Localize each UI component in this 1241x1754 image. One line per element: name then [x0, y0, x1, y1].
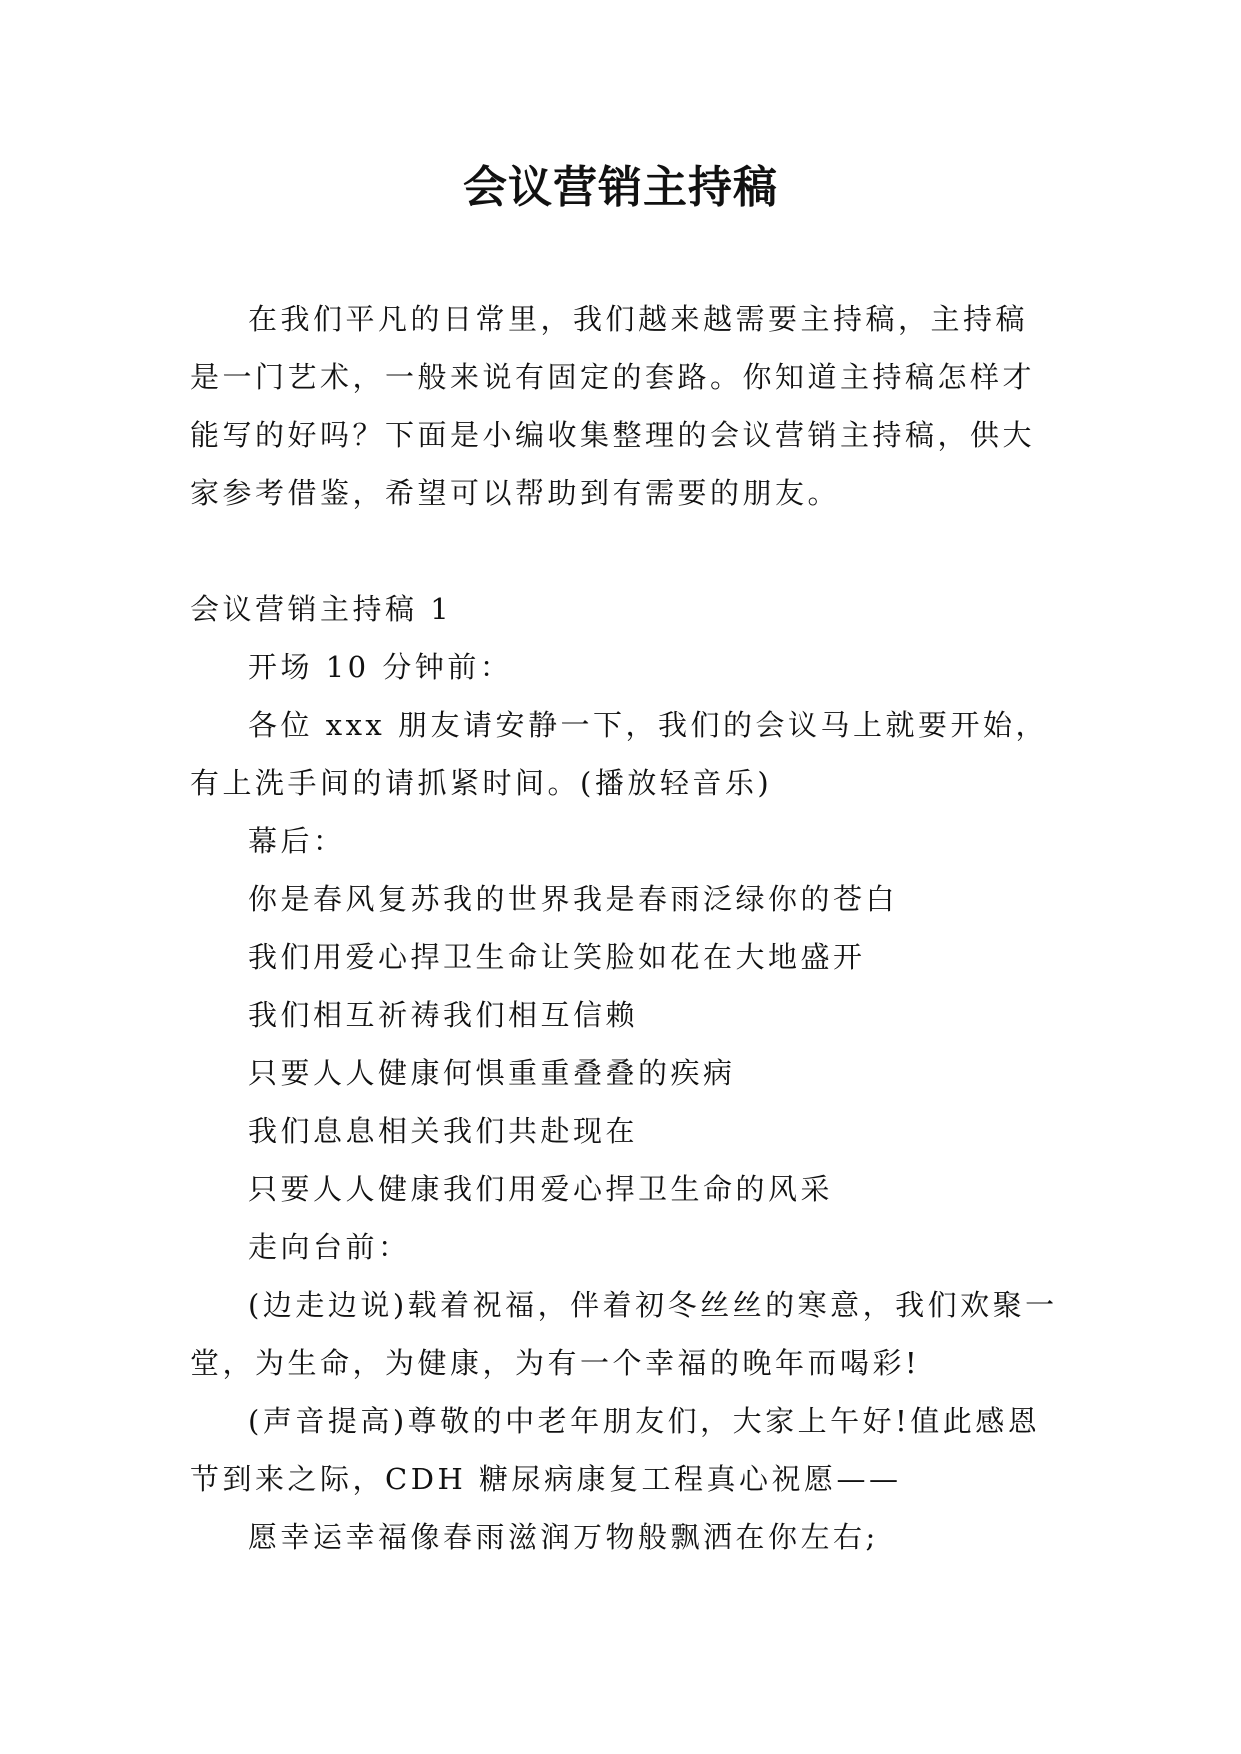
body-paragraph: (边走边说)载着祝福，伴着初冬丝丝的寒意，我们欢聚一堂，为生命，为健康，为有一个幸福的晚年而喝彩! [190, 1288, 1058, 1380]
body-paragraph: 只要人人健康何惧重重叠叠的疾病 [248, 1056, 736, 1090]
paragraph-spacer [190, 522, 1058, 580]
body-paragraph: 走向台前： [248, 1230, 411, 1264]
section-heading: 会议营销主持稿 1 [190, 592, 453, 626]
body-paragraph: 我们相互祈祷我们相互信赖 [248, 998, 639, 1032]
body-paragraph: 我们用爱心捍卫生命让笑脸如花在大地盛开 [248, 940, 866, 974]
body-paragraph: 我们息息相关我们共赴现在 [248, 1114, 639, 1148]
body-paragraph: (声音提高)尊敬的中老年朋友们，大家上午好!值此感恩节到来之际，CDH 糖尿病康复工程真心祝愿—— [190, 1404, 1041, 1496]
body-paragraph: 愿幸运幸福像春雨滋润万物般飘洒在你左右; [248, 1520, 879, 1554]
body-paragraph: 你是春风复苏我的世界我是春雨泛绿你的苍白 [248, 882, 899, 916]
body-paragraph: 开场 10 分钟前： [248, 650, 513, 684]
body-paragraph: 只要人人健康我们用爱心捍卫生命的风采 [248, 1172, 834, 1206]
body-paragraph: 各位 xxx 朋友请安静一下，我们的会议马上就要开始，有上洗手间的请抓紧时间。(播放轻音乐) [190, 708, 1049, 800]
intro-paragraph: 在我们平凡的日常里，我们越来越需要主持稿，主持稿是一门艺术，一般来说有固定的套路。你知道主持稿怎样才能写的好吗？下面是小编收集整理的会议营销主持稿，供大家参考借鉴，希望可以帮助到有需要的朋友。 [190, 302, 1036, 510]
document-title: 会议营销主持稿 [463, 162, 778, 213]
body-paragraph: 幕后： [248, 824, 346, 858]
document-body [190, 290, 1058, 1566]
